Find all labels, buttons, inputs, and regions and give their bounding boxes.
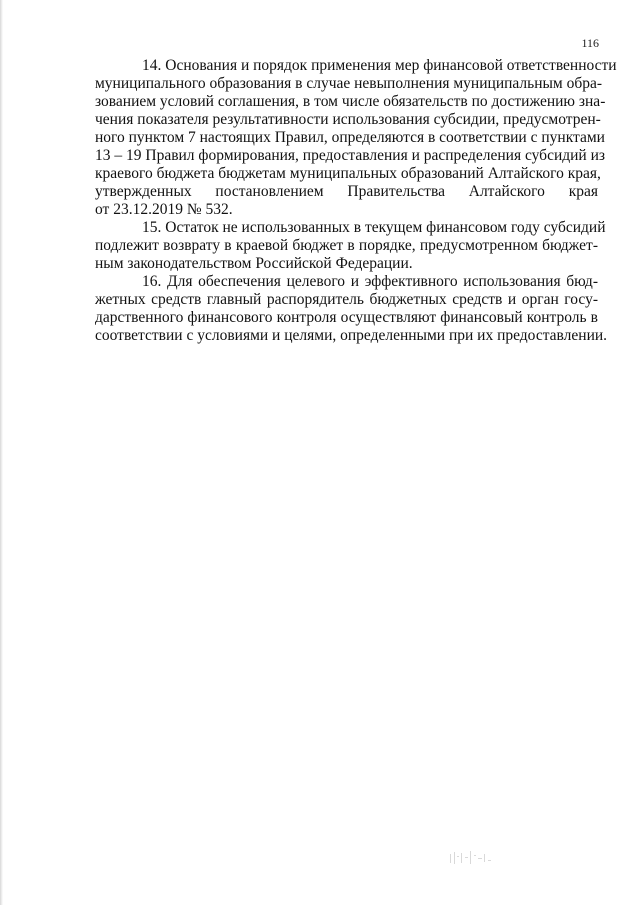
paragraph-14-line: муниципального образования в случае невыполнения муниципальным обра-	[95, 75, 603, 92]
paragraph-14-line: чения показателя результативности использования субсидии, предусмотрен-	[95, 111, 601, 128]
paragraph-14-line: зованием условий соглашения, в том числе обязательств по достижению зна-	[95, 93, 606, 110]
paragraph-14-line: 14. Основания и порядок применения мер финансовой ответственности	[142, 57, 617, 74]
paragraph-16-line: жетных средств главный распорядитель бюджетных средств и орган госу-	[95, 291, 598, 308]
paragraph-14-line: ного пунктом 7 настоящих Правил, определяются в соответствии с пунктами	[95, 129, 605, 146]
paragraph-15-line: ным законодательством Российской Федерации.	[95, 255, 413, 272]
paragraph-15-line: 15. Остаток не использованных в текущем финансовом году субсидий	[142, 219, 606, 236]
paragraph-14-line: 13 – 19 Правил формирования, предоставления и распределения субсидий из	[95, 147, 606, 164]
scan-edge	[0, 0, 3, 905]
paragraph-16-line: дарственного финансового контроля осуществляют финансовый контроль в	[95, 309, 598, 326]
paragraph-14-line: от 23.12.2019 № 532.	[95, 201, 233, 218]
document-body	[95, 57, 617, 345]
scan-smudge-mark	[448, 848, 494, 870]
paragraph-16-line: 16. Для обеспечения целевого и эффективного использования бюд-	[142, 273, 598, 290]
paragraph-14-line: утвержденных постановлением Правительства Алтайского края	[95, 183, 598, 200]
paragraph-16-line: соответствии с условиями и целями, определенными при их предоставлении.	[95, 327, 608, 344]
paragraph-14-line: краевого бюджета бюджетам муниципальных образований Алтайского края,	[95, 165, 601, 182]
paragraph-15-line: подлежит возврату в краевой бюджет в порядке, предусмотренном бюджет-	[95, 237, 598, 254]
page-number: 116	[581, 36, 599, 50]
